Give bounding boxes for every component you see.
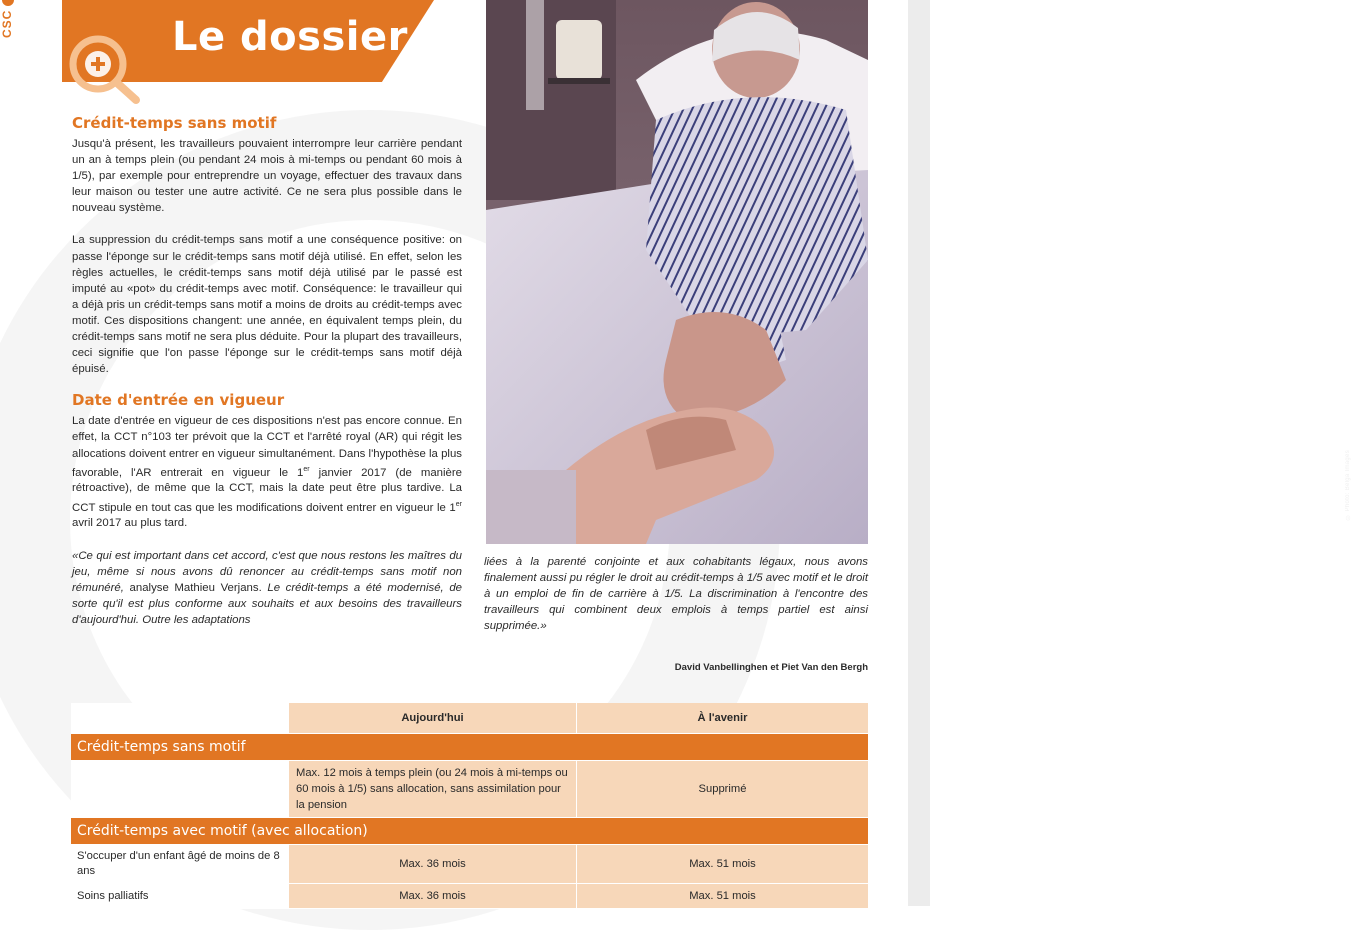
photo-illustration	[486, 0, 868, 544]
photo-elderly-hands	[486, 0, 1351, 544]
table-header-cell	[71, 703, 289, 734]
table-cell: Max. 12 mois à temps plein (ou 24 mois à mi-temps ou 60 mois à 1/5) sans allocation, sans assimilation pour la pension	[289, 761, 577, 818]
table-header-cell: À l'avenir	[577, 703, 869, 734]
table-header-cell: Aujourd'hui	[289, 703, 577, 734]
table-cell: Max. 51 mois	[577, 845, 869, 884]
table-cell: Max. 51 mois	[577, 884, 869, 909]
table-cell: Max. 36 mois	[289, 845, 577, 884]
table-cell: Soins palliatifs	[71, 884, 289, 909]
photo-credit: © Photo: Belga Images	[1345, 450, 1351, 520]
article-column	[72, 114, 462, 628]
quote-paragraph: «Ce qui est important dans cet accord, c'est que nous restons les maîtres du jeu, même si nous avons dû renoncer au crédit-temps sans motif non rémunéré, analyse Mathieu Verjans. Le crédit-temps a été modernisé, de sorte qu'il est plus conforme aux souhaits et aux besoins des travailleurs d'aujourd'hui. Outre les adaptations	[72, 549, 462, 626]
table-row	[71, 845, 868, 884]
table-cell: Max. 36 mois	[289, 884, 577, 909]
section-heading-date-entree: Date d'entrée en vigueur	[72, 391, 285, 410]
table-section-row	[71, 734, 868, 761]
table-section-title: Crédit-temps avec motif (avec allocation)	[71, 818, 868, 845]
publication-label: CSC	[0, 9, 14, 39]
table-cell: S'occuper d'un enfant âgé de moins de 8 ans	[71, 845, 289, 884]
table-section-title: Crédit-temps sans motif	[71, 734, 868, 761]
comparison-table	[71, 703, 868, 909]
section-heading-credit-sans-motif: Crédit-temps sans motif	[72, 114, 277, 132]
table-header-row	[71, 703, 868, 734]
table-cell: Supprimé	[577, 761, 869, 818]
article-authors: David Vanbellinghen et Piet Van den Bergh	[674, 662, 868, 673]
table-row	[71, 761, 868, 818]
paragraph: La suppression du crédit-temps sans motif a une conséquence positive: on passe l'éponge sur le crédit-temps sans motif déjà utilisé. En effet, selon les règles actuelles, le crédit-temps sans motif déjà utilisé par le passé est imputé au «pot» du crédit-temps avec motif. Conséquence: le travailleur qui a déjà pris un crédit-temps sans motif a moins de droits au crédit-temps avec motif. Ces dispositions changent: une année, en équivalent temps plein, du crédit-temps sans motif ne sera plus déduite. Pour la plupart des travailleurs, ceci signifie que l'on passe l'éponge sur le crédit-temps sans motif déjà épuisé.	[72, 234, 462, 376]
magnifier-plus-icon	[66, 34, 146, 106]
paragraph: Jusqu'à présent, les travailleurs pouvaient interrompre leur carrière pendant un an à temps plein (ou pendant 24 mois à mi-temps ou pendant 60 mois à 1/5), par exemple pour entreprendre un voyage, effectuer des travaux dans leur maison ou tester une autre activité. Ce ne sera plus possible dans le nouveau système.	[72, 138, 462, 215]
quote-continuation: liées à la parenté conjointe et aux cohabitants légaux, nous avons finalement aussi pu régler le droit au crédit-temps à 1/5 avec motif et le droit à un emploi de fin de carrière à 1/5. La discrimination à l'encontre des travailleurs qui combinent deux emplois à temps partiel est ainsi supprimée.»	[484, 556, 868, 633]
table-cell	[71, 761, 289, 818]
page-edge-strip	[908, 0, 930, 906]
page-title: Le dossier	[172, 14, 408, 60]
table-section-row	[71, 818, 868, 845]
table-row	[71, 884, 868, 909]
paragraph: La date d'entrée en vigueur de ces dispositions n'est pas encore connue. En effet, la CCT n°103 ter prévoit que la CCT et l'arrêté royal (AR) qui régit les allocations doivent entrer en vigueur simultanément. Dans l'hypothèse la plus favorable, l'AR entrerait en vigueur le 1er janvier 2017 (de manière rétroactive), de même que la CCT, mais la date peut être plus tardive. La CCT stipule en tout cas que les modifications doivent entrer en vigueur le 1er avril 2017 au plus tard.	[72, 415, 462, 530]
